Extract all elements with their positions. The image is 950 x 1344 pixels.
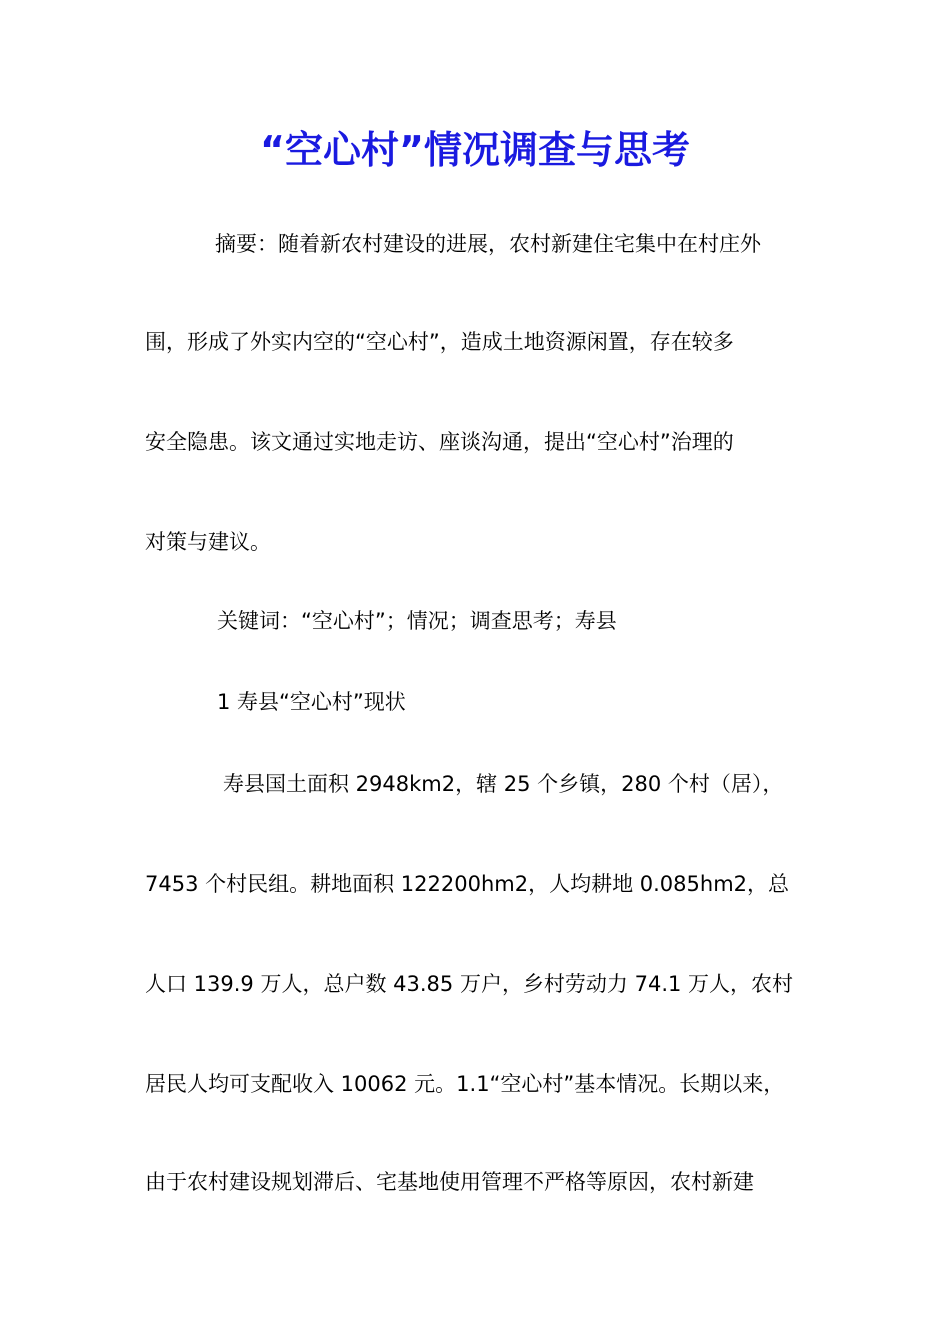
body-line-4: 居民人均可支配收入 10062 元。1.1“空心村”基本情况。长期以来， xyxy=(145,1072,785,1096)
body-line-2: 7453 个村民组。耕地面积 122200hm2，人均耕地 0.085hm2，总 xyxy=(145,872,790,896)
body-line-3: 人口 139.9 万人，总户数 43.85 万户，乡村劳动力 74.1 万人，农村 xyxy=(145,972,794,996)
body-line-5: 由于农村建设规划滞后、宅基地使用管理不严格等原因，农村新建 xyxy=(145,1170,754,1194)
body-line-1: 寿县国土面积 2948km2，辖 25 个乡镇，280 个村（居）， xyxy=(223,772,784,796)
abstract-line-3: 安全隐患。该文通过实地走访、座谈沟通，提出“空心村”治理的 xyxy=(145,430,734,454)
keywords-line: 关键词：“空心村”；情况；调查思考；寿县 xyxy=(217,609,617,633)
document-title: “空心村”情况调查与思考 xyxy=(260,128,690,172)
abstract-line-4: 对策与建议。 xyxy=(145,530,271,554)
section-heading: 1 寿县“空心村”现状 xyxy=(217,690,406,714)
abstract-line-1: 摘要：随着新农村建设的进展，农村新建住宅集中在村庄外 xyxy=(215,232,761,256)
abstract-line-2: 围，形成了外实内空的“空心村”，造成土地资源闲置，存在较多 xyxy=(145,330,734,354)
